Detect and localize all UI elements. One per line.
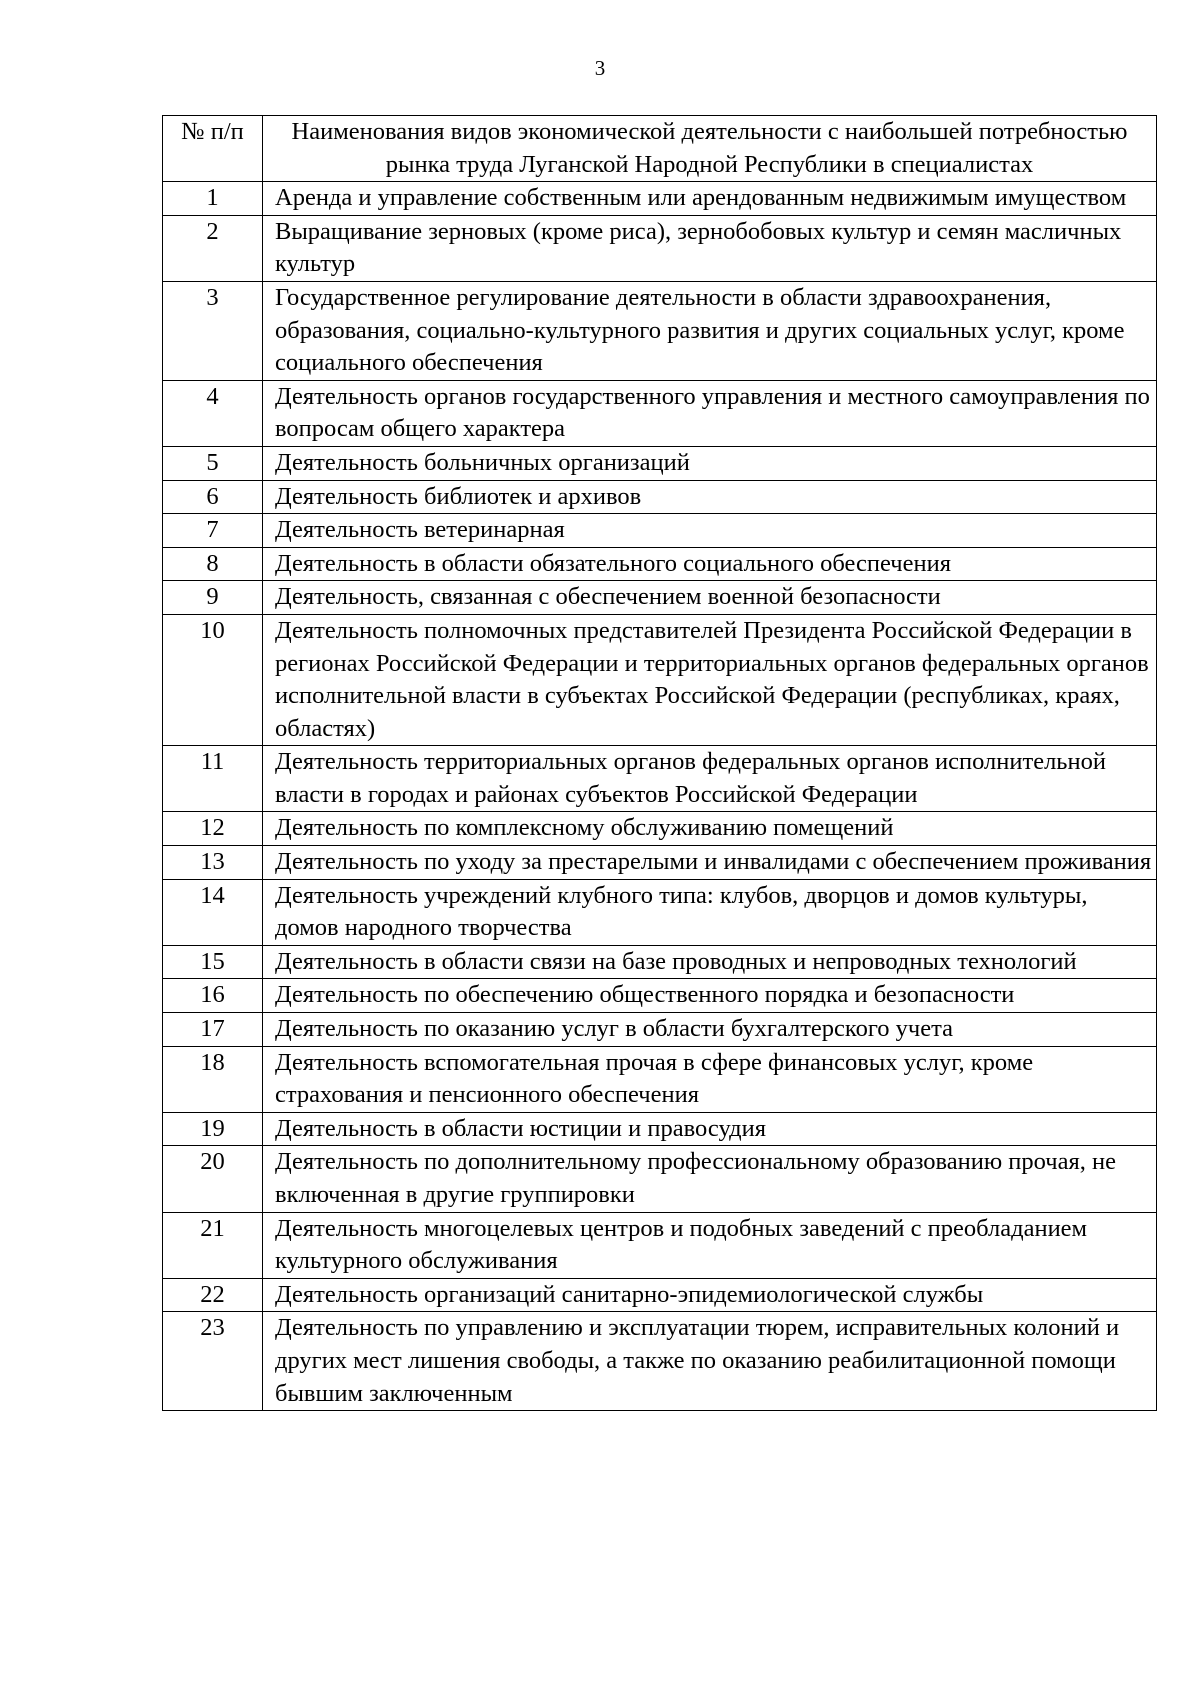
row-activity-name: Выращивание зерновых (кроме риса), зернобобовых культур и семян масличных культур <box>263 215 1157 281</box>
row-number: 15 <box>163 945 263 979</box>
row-number: 16 <box>163 979 263 1013</box>
row-activity-name: Деятельность в области связи на базе проводных и непроводных технологий <box>263 945 1157 979</box>
table-row <box>163 979 1157 1013</box>
table-row <box>163 480 1157 514</box>
table-row <box>163 581 1157 615</box>
row-activity-name: Деятельность по комплексному обслуживанию помещений <box>263 812 1157 846</box>
header-number-cell: № п/п <box>163 116 263 182</box>
row-number: 8 <box>163 547 263 581</box>
row-activity-name: Деятельность по обеспечению общественного порядка и безопасности <box>263 979 1157 1013</box>
row-activity-name: Государственное регулирование деятельности в области здравоохранения, образования, социально-культурного развития и других социальных услуг, кроме социального обеспечения <box>263 281 1157 380</box>
row-number: 2 <box>163 215 263 281</box>
row-number: 22 <box>163 1278 263 1312</box>
header-name-cell: Наименования видов экономической деятельности с наибольшей потребностью рынка труда Луганской Народной Республики в специалистах <box>263 116 1157 182</box>
row-number: 20 <box>163 1146 263 1212</box>
table-row <box>163 945 1157 979</box>
row-number: 4 <box>163 380 263 446</box>
row-activity-name: Деятельность больничных организаций <box>263 446 1157 480</box>
row-activity-name: Деятельность органов государственного управления и местного самоуправления по вопросам общего характера <box>263 380 1157 446</box>
row-number: 14 <box>163 879 263 945</box>
table-row <box>163 746 1157 812</box>
row-number: 23 <box>163 1312 263 1411</box>
table-row <box>163 879 1157 945</box>
table-row <box>163 1146 1157 1212</box>
table-row <box>163 846 1157 880</box>
table-row <box>163 1312 1157 1411</box>
row-activity-name: Аренда и управление собственным или арендованным недвижимым имуществом <box>263 182 1157 216</box>
row-activity-name: Деятельность, связанная с обеспечением военной безопасности <box>263 581 1157 615</box>
table-row <box>163 281 1157 380</box>
row-activity-name: Деятельность ветеринарная <box>263 514 1157 548</box>
row-activity-name: Деятельность по дополнительному профессиональному образованию прочая, не включенная в другие группировки <box>263 1146 1157 1212</box>
table-row <box>163 1013 1157 1047</box>
table-row <box>163 614 1157 745</box>
row-activity-name: Деятельность по уходу за престарелыми и инвалидами с обеспечением проживания <box>263 846 1157 880</box>
row-number: 10 <box>163 614 263 745</box>
row-number: 21 <box>163 1212 263 1278</box>
table-row <box>163 812 1157 846</box>
table-row <box>163 215 1157 281</box>
row-activity-name: Деятельность территориальных органов федеральных органов исполнительной власти в городах и районах субъектов Российской Федерации <box>263 746 1157 812</box>
row-activity-name: Деятельность многоцелевых центров и подобных заведений с преобладанием культурного обслуживания <box>263 1212 1157 1278</box>
row-number: 19 <box>163 1112 263 1146</box>
row-activity-name: Деятельность организаций санитарно-эпидемиологической службы <box>263 1278 1157 1312</box>
table-header-row <box>163 116 1157 182</box>
row-number: 3 <box>163 281 263 380</box>
activities-table <box>162 115 1157 1411</box>
row-number: 6 <box>163 480 263 514</box>
row-number: 11 <box>163 746 263 812</box>
row-number: 17 <box>163 1013 263 1047</box>
row-activity-name: Деятельность по оказанию услуг в области бухгалтерского учета <box>263 1013 1157 1047</box>
page-number: 3 <box>594 56 606 80</box>
row-activity-name: Деятельность библиотек и архивов <box>263 480 1157 514</box>
table-row <box>163 1112 1157 1146</box>
row-activity-name: Деятельность в области обязательного социального обеспечения <box>263 547 1157 581</box>
row-number: 13 <box>163 846 263 880</box>
row-number: 12 <box>163 812 263 846</box>
row-activity-name: Деятельность учреждений клубного типа: клубов, дворцов и домов культуры, домов народного творчества <box>263 879 1157 945</box>
row-activity-name: Деятельность полномочных представителей Президента Российской Федерации в регионах Российской Федерации и территориальных органов федеральных органов исполнительной власти в субъектах Российской Федерации (республиках, краях, областях) <box>263 614 1157 745</box>
table-row <box>163 182 1157 216</box>
table-row <box>163 514 1157 548</box>
table-row <box>163 547 1157 581</box>
row-number: 18 <box>163 1046 263 1112</box>
table-row <box>163 1212 1157 1278</box>
row-number: 9 <box>163 581 263 615</box>
row-number: 5 <box>163 446 263 480</box>
row-activity-name: Деятельность вспомогательная прочая в сфере финансовых услуг, кроме страхования и пенсионного обеспечения <box>263 1046 1157 1112</box>
table-row <box>163 446 1157 480</box>
table-row <box>163 380 1157 446</box>
row-activity-name: Деятельность по управлению и эксплуатации тюрем, исправительных колоний и других мест лишения свободы, а также по оказанию реабилитационной помощи бывшим заключенным <box>263 1312 1157 1411</box>
row-number: 7 <box>163 514 263 548</box>
table-row <box>163 1046 1157 1112</box>
table-row <box>163 1278 1157 1312</box>
row-number: 1 <box>163 182 263 216</box>
row-activity-name: Деятельность в области юстиции и правосудия <box>263 1112 1157 1146</box>
